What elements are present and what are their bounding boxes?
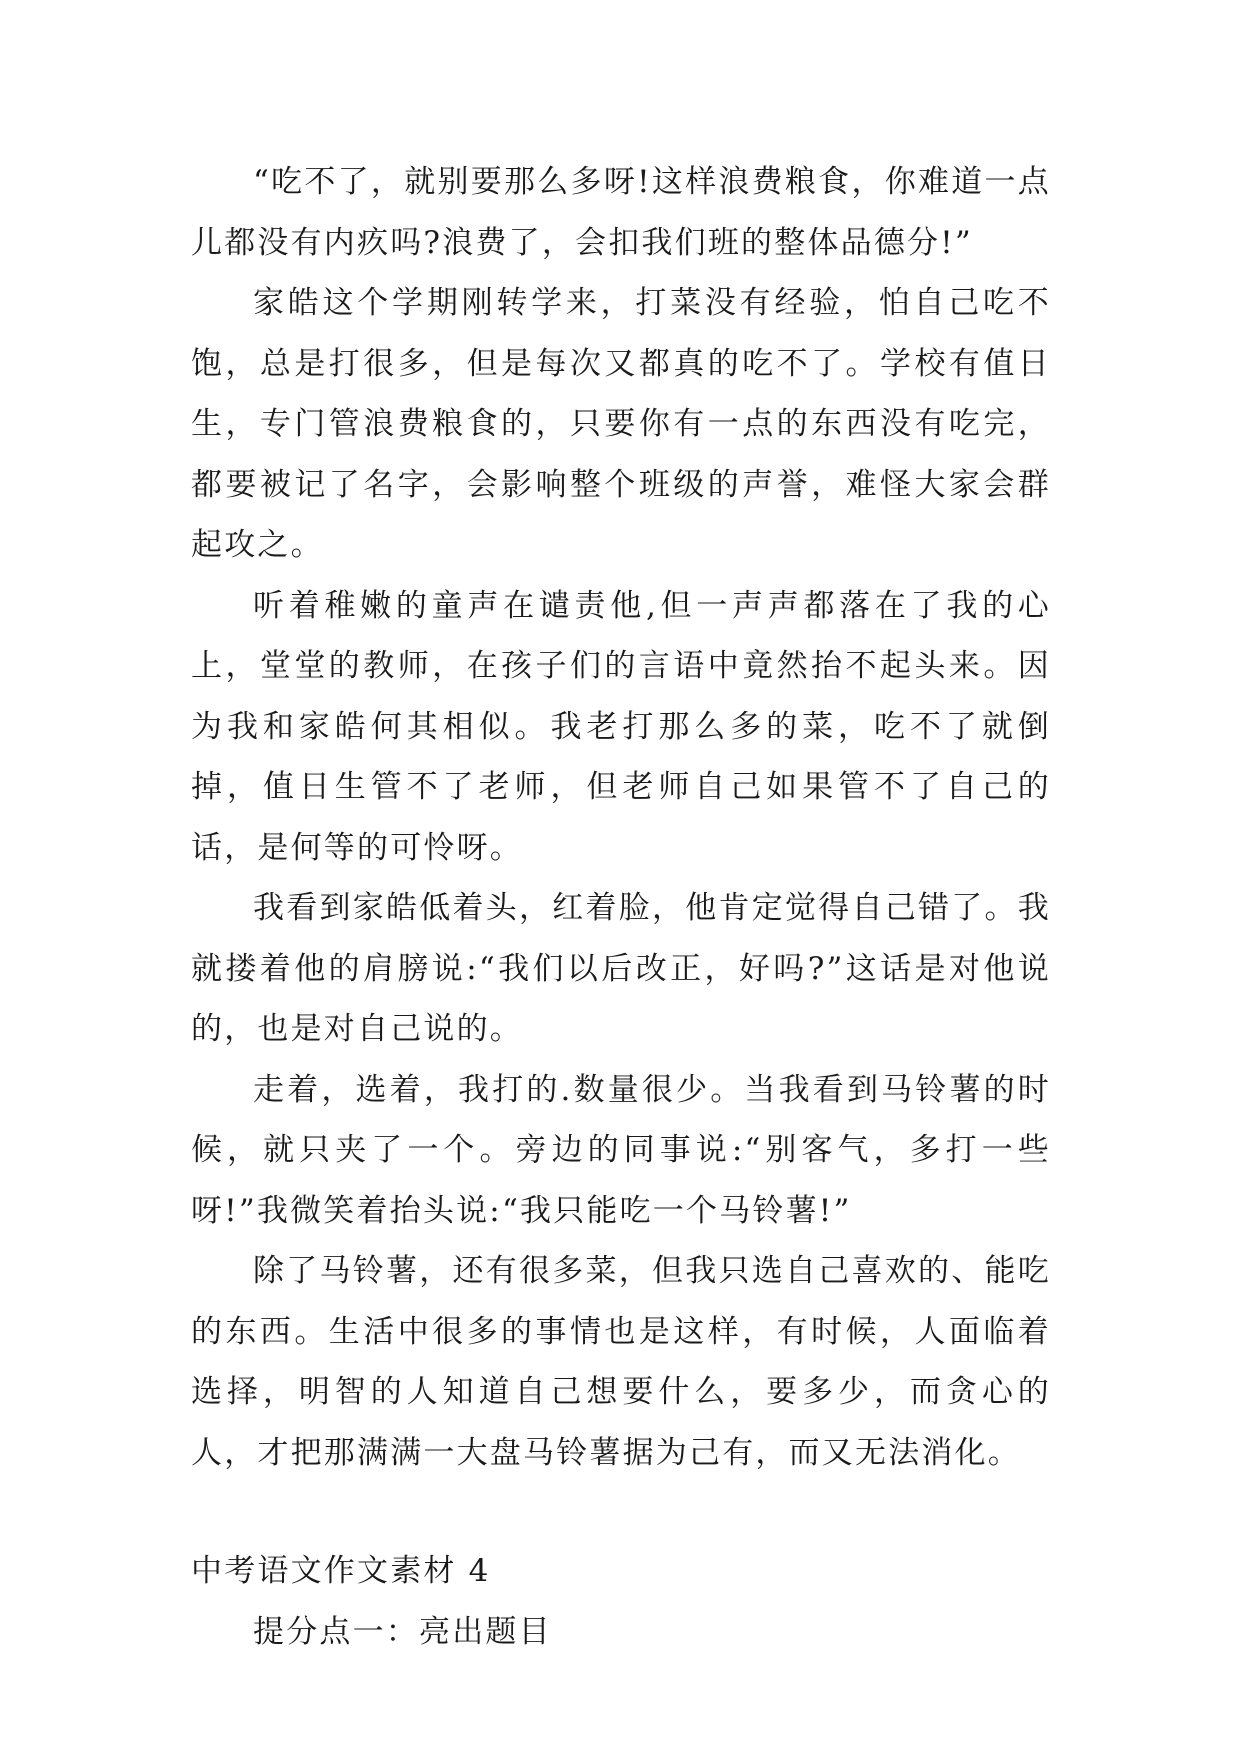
section-title: 中考语文作文素材 4 <box>191 1553 491 1589</box>
paragraph-6: 除了马铃薯，还有很多菜，但我只选自己喜欢的、能吃的东西。生活中很多的事情也是这样，有时候，人面临着选择，明智的人知道自己想要什么，要多少，而贪心的人，才把那满满一大盘马铃薯据为己有，而又无法消化。 <box>191 1253 1051 1471</box>
paragraph-4: 我看到家皓低着头，红着脸，他肯定觉得自己错了。我就搂着他的肩膀说:“我们以后改正，好吗?”这话是对他说的，也是对自己说的。 <box>191 890 1051 1047</box>
paragraph-2: 家皓这个学期刚转学来，打菜没有经验，怕自己吃不饱，总是打很多，但是每次又都真的吃不了。学校有值日生，专门管浪费粮食的，只要你有一点的东西没有吃完，都要被记了名字，会影响整个班级的声誉，难怪大家会群起攻之。 <box>191 285 1051 563</box>
section-subtitle: 提分点一：亮出题目 <box>253 1613 552 1650</box>
paragraph-3: 听着稚嫩的童声在谴责他,但一声声都落在了我的心上，堂堂的教师，在孩子们的言语中竟然抬不起头来。因为我和家皓何其相似。我老打那么多的菜，吃不了就倒掉，值日生管不了老师，但老师自己如果管不了自己的话，是何等的可怜呀。 <box>191 587 1051 866</box>
paragraph-5: 走着，选着，我打的.数量很少。当我看到马铃薯的时候，就只夹了一个。旁边的同事说:“别客气，多打一些呀!”我微笑着抬头说:“我只能吃一个马铃薯!” <box>191 1071 1051 1229</box>
document-body <box>191 152 1051 1662</box>
paragraph-1: “吃不了，就别要那么多呀!这样浪费粮食，你难道一点儿都没有内疚吗?浪费了，会扣我们班的整体品德分!” <box>191 164 1051 261</box>
